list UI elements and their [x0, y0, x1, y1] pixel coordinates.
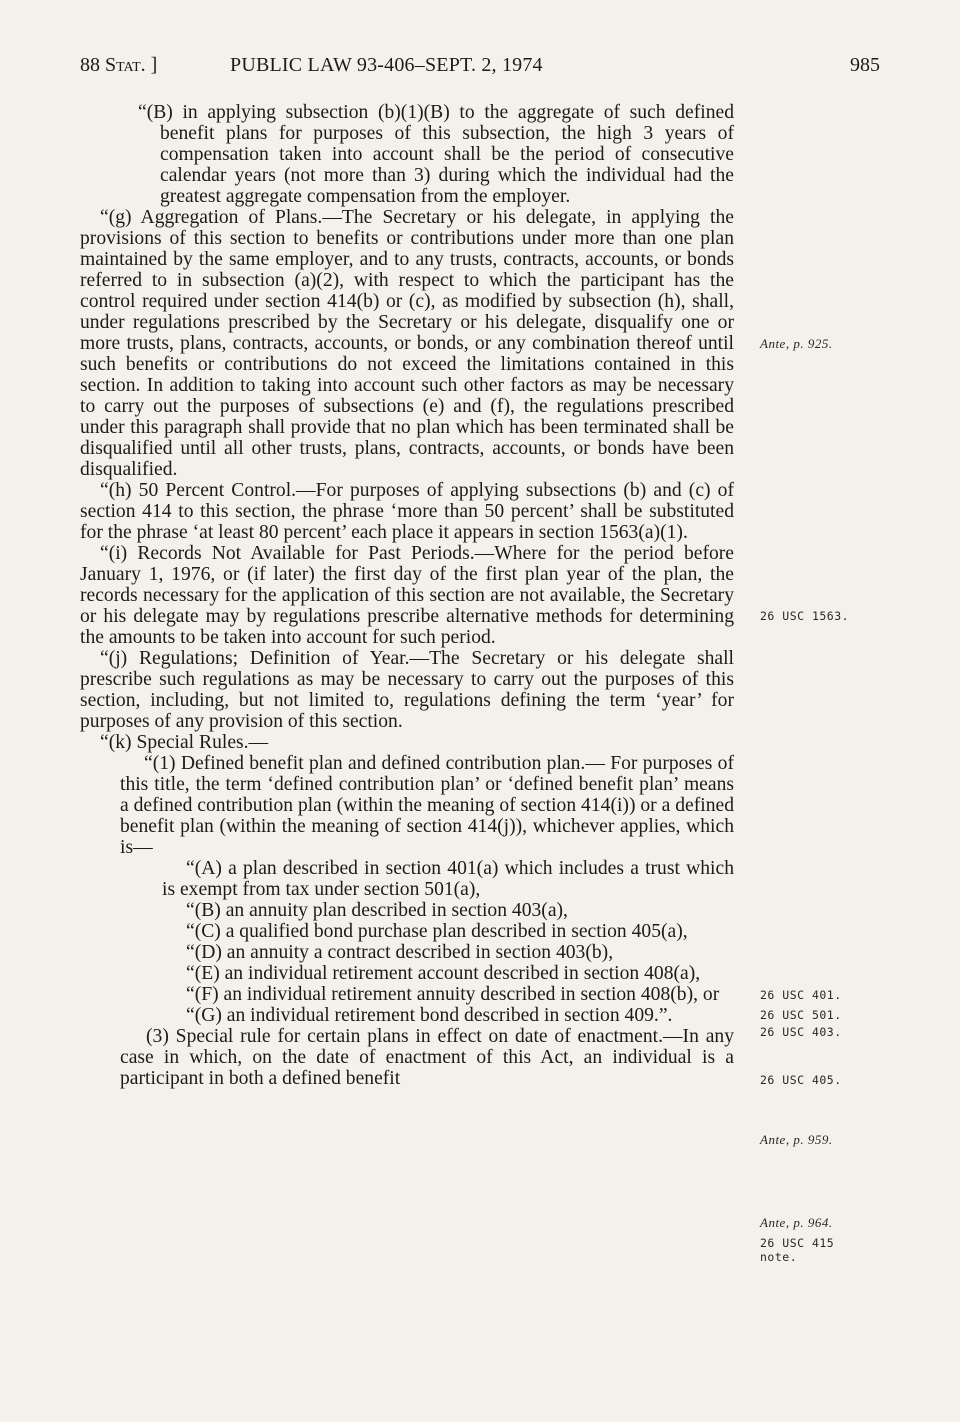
list-item-f: “(F) an individual retirement annuity described in section 408(b), or: [186, 984, 720, 1005]
law-body-text: [80, 102, 734, 1089]
margin-note: 26 USC 401.: [760, 988, 842, 1002]
list-item-d: “(D) an annuity a contract described in section 403(b),: [186, 942, 614, 963]
paragraph-k-heading: “(k) Special Rules.—: [100, 732, 269, 753]
paragraph-3-special-rule: (3) Special rule for certain plans in effect on date of enactment.—In any case in which, on the date of enactment of this Act, an individual is a participant in both a defined benefit: [120, 1026, 734, 1089]
paragraph-j: “(j) Regulations; Definition of Year.—The Secretary or his delegate shall prescribe such regulations as may be necessary to carry out the purposes of this section, including, but not limited to, regulations defining the term ‘year’ for purposes of any provision of this section.: [80, 648, 734, 732]
header-law-title: PUBLIC LAW 93-406–SEPT. 2, 1974: [230, 54, 543, 76]
list-item-a: “(A) a plan described in section 401(a) which includes a trust which is exempt from tax under section 501(a),: [162, 858, 734, 900]
list-item-c: “(C) a qualified bond purchase plan described in section 405(a),: [186, 921, 688, 942]
margin-note: 26 USC 1563.: [760, 609, 850, 623]
margin-note: 26 USC 415 note.: [760, 1236, 835, 1264]
list-item-b: “(B) an annuity plan described in section 403(a),: [186, 900, 568, 921]
paragraph-h: “(h) 50 Percent Control.—For purposes of applying subsections (b) and (c) of section 414 to this section, the phrase ‘more than 50 percent’ shall be substituted for the phrase ‘at least 80 percent’ each place it appears in section 1563(a)(1).: [80, 480, 734, 543]
margin-note: 26 USC 405.: [760, 1073, 842, 1087]
margin-note: Ante, p. 959.: [760, 1132, 833, 1147]
page-number: 985: [850, 54, 880, 76]
margin-note: 26 USC 501.: [760, 1008, 842, 1022]
margin-note: 26 USC 403.: [760, 1025, 842, 1039]
paragraph-i: “(i) Records Not Available for Past Periods.—Where for the period before January 1, 1976, or (if later) the first day of the first plan year of the plan, the records necessary for the application of this section are not available, the Secretary or his delegate may by regulations prescribe alternative methods for determining the amounts to be taken into account for such period.: [80, 543, 734, 648]
paragraph-f-2-b: “(B) in applying subsection (b)(1)(B) to the aggregate of such defined benefit plans for purposes of this subsection, the high 3 years of compensation taken into account shall be the period of consecutive calendar years (not more than 3) during which the individual had the greatest aggregate compensation from the employer.: [138, 102, 734, 207]
paragraph-g: “(g) Aggregation of Plans.—The Secretary or his delegate, in applying the provisions of this section to benefits or contributions under more than one plan maintained by the same employer, and to any trusts, contracts, accounts, or bonds referred to in subsection (a)(2), with respect to which the participant has the control required under section 414(b) or (c), as modified by subsection (h), shall, under regulations prescribed by the Secretary or his delegate, disqualify one or more trusts, plans, contracts, accounts, or bonds, or any combination thereof until such benefits or contributions do not exceed the limitations contained in this section. In addition to taking into account such other factors as may be necessary to carry out the purposes of subsections (e) and (f), the regulations prescribed under this paragraph shall provide that no plan which has been terminated shall be disqualified until all other trusts, plans, contracts, accounts, or bonds have been disqualified.: [80, 207, 734, 480]
list-item-e: “(E) an individual retirement account described in section 408(a),: [186, 963, 701, 984]
page-header: [80, 54, 880, 84]
header-statute-ref: 88 Stat. ]: [80, 54, 158, 76]
list-item-g: “(G) an individual retirement bond described in section 409.”.: [186, 1005, 673, 1026]
margin-note: Ante, p. 964.: [760, 1215, 833, 1230]
paragraph-k-1: “(1) Defined benefit plan and defined contribution plan.— For purposes of this title, the term ‘defined contribution plan’ or ‘defined benefit plan’ means a defined contribution plan (within the meaning of section 414(i)) or a defined benefit plan (within the meaning of section 414(j)), whichever applies, which is—: [120, 753, 734, 858]
margin-note: Ante, p. 925.: [760, 336, 833, 351]
